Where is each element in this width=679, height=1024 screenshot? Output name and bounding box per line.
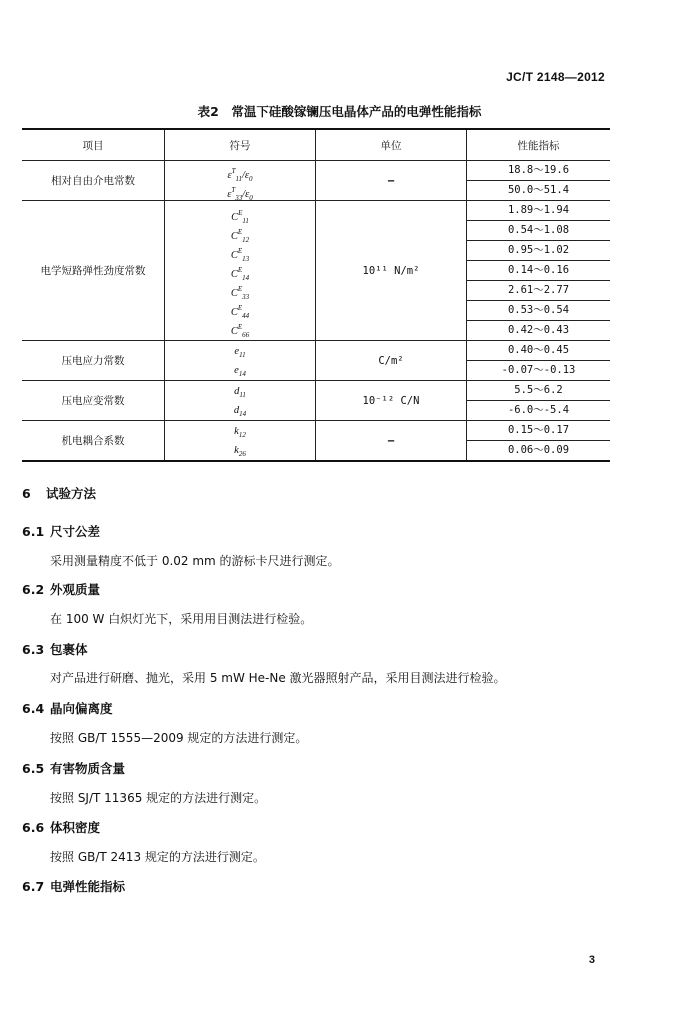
value: 0.06～0.09	[467, 440, 610, 460]
symbol: $C^E_{66}$	[230, 323, 250, 339]
section-heading: 6.5 有害物质含量	[22, 761, 126, 776]
table-header-row	[22, 129, 610, 161]
symbol-cell	[165, 341, 316, 381]
column-header-symbol: 符号	[165, 129, 316, 161]
value: 2.61～2.77	[467, 280, 610, 300]
table-row	[22, 341, 610, 381]
paragraph: 按照 SJ/T 11365 规定的方法进行测定。	[50, 791, 267, 805]
standard-code: JC/T 2148—2012	[506, 70, 605, 84]
value-cell	[467, 161, 611, 201]
value: -0.07～-0.13	[467, 360, 610, 380]
item-cell: 电学短路弹性劲度常数	[22, 201, 165, 341]
section-heading: 6.4 晶向偏离度	[22, 701, 113, 716]
property-table	[22, 128, 610, 462]
column-header-unit: 单位	[316, 129, 467, 161]
value-cell	[467, 201, 611, 341]
symbol: $C^E_{44}$	[230, 304, 250, 320]
symbol: $\varepsilon^T_{11}/\varepsilon_0$	[227, 166, 253, 183]
symbol: $\varepsilon^T_{33}/\varepsilon_0$	[227, 185, 253, 202]
symbol: $d_{11}$	[234, 385, 246, 399]
value: 18.8～19.6	[507, 164, 570, 176]
page-number: 3	[588, 954, 595, 966]
paragraph: 按照 GB/T 2413 规定的方法进行测定。	[50, 850, 265, 864]
section-heading: 6.2 外观质量	[22, 582, 101, 597]
table-title: 表2 常温下硅酸镓镧压电晶体产品的电弹性能指标	[197, 104, 482, 119]
table-row	[22, 381, 610, 421]
section-heading: 6.3 包裹体	[22, 642, 88, 657]
value: 50.0～51.4	[467, 180, 610, 200]
symbol-cell	[165, 201, 316, 341]
symbol-cell	[165, 161, 316, 201]
column-header-item: 项目	[22, 129, 165, 161]
value: 0.42～0.43	[467, 320, 610, 340]
item-cell: 压电应力常数	[22, 341, 165, 381]
symbol: $C^E_{14}$	[230, 266, 250, 282]
unit-cell: 10¹¹ N/m²	[316, 201, 467, 341]
paragraph: 采用测量精度不低于 0.02 mm 的游标卡尺进行测定。	[50, 554, 340, 568]
table-row	[22, 161, 610, 201]
paragraph: 按照 GB/T 1555—2009 规定的方法进行测定。	[50, 731, 308, 745]
unit-cell: 10⁻¹² C/N	[316, 381, 467, 421]
unit-cell: —	[316, 421, 467, 462]
symbol: $e_{11}$	[234, 345, 246, 359]
value: 0.14～0.16	[467, 260, 610, 280]
symbol: $C^E_{11}$	[231, 209, 249, 225]
symbol-cell	[165, 381, 316, 421]
symbol: $d_{14}$	[233, 404, 247, 418]
symbol: $C^E_{33}$	[230, 285, 250, 301]
column-header-value: 性能指标	[467, 129, 611, 161]
value: 1.89～1.94	[507, 204, 570, 216]
paragraph: 在 100 W 白炽灯光下，采用用目测法进行检验。	[50, 612, 313, 626]
symbol: $k_{12}$	[234, 425, 246, 439]
unit-cell: C/m²	[316, 341, 467, 381]
value: 0.53～0.54	[467, 300, 610, 320]
item-cell: 机电耦合系数	[22, 421, 165, 462]
symbol-cell	[165, 421, 316, 462]
value: 0.95～1.02	[467, 240, 610, 260]
value: -6.0～-5.4	[467, 400, 610, 420]
symbol: $C^E_{13}$	[230, 247, 250, 263]
item-cell: 相对自由介电常数	[22, 161, 165, 201]
symbol: $C^E_{12}$	[230, 228, 250, 244]
value: 5.5～6.2	[514, 384, 563, 396]
symbol: $k_{26}$	[234, 444, 246, 458]
symbol: $e_{14}$	[234, 364, 246, 378]
table-row	[22, 421, 610, 462]
value-cell	[467, 341, 611, 381]
section-heading: 6.7 电弹性能指标	[22, 879, 126, 894]
value-cell	[467, 381, 611, 421]
section-heading: 6.1 尺寸公差	[22, 524, 101, 539]
unit-cell: —	[316, 161, 467, 201]
item-cell: 压电应变常数	[22, 381, 165, 421]
paragraph: 对产品进行研磨、抛光，采用 5 mW He-Ne 激光器照射产品，采用目测法进行检验。	[50, 671, 506, 685]
table-row	[22, 201, 610, 341]
value-cell	[467, 421, 611, 462]
section-heading: 6.6 体积密度	[22, 820, 101, 835]
section-heading: 6 试验方法	[22, 486, 97, 501]
value: 0.40～0.45	[507, 344, 570, 356]
value: 0.54～1.08	[467, 220, 610, 240]
value: 0.15～0.17	[507, 424, 570, 436]
